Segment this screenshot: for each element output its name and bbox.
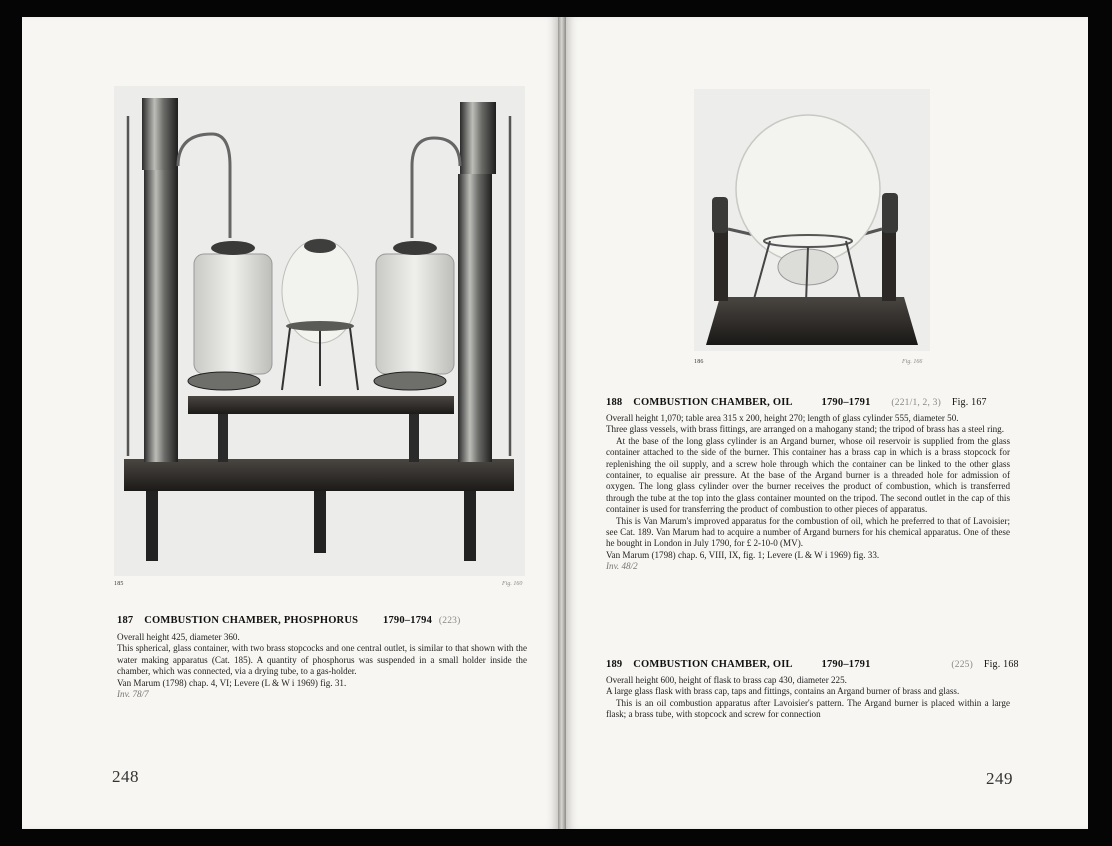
inventory-number: Inv. 48/2 — [606, 561, 638, 572]
entry-number: 189 — [606, 659, 623, 670]
entry-title: COMBUSTION CHAMBER, OIL — [633, 659, 793, 670]
text-line: This is Van Marum's improved apparatus for the combustion of oil, which he preferred to that of Lavoisier; see Cat. 189. Van Marum had to acquire a number of Argand burners for his chemical apparatus. One of these he bought in London in July 1790, for £ 2-10-0 (MV). — [606, 515, 1010, 549]
entry-fig-reference: Fig. 167 — [951, 397, 987, 408]
figure-number: 186 — [694, 359, 704, 365]
entry-heading-188 — [606, 397, 987, 408]
entry-dates: 1790–1791 — [821, 659, 871, 670]
entry-dates: 1790–1791 — [821, 397, 871, 408]
figure-label: Fig. 160 — [502, 581, 523, 587]
entry-heading-187 — [117, 615, 460, 626]
figure-number: 185 — [114, 581, 124, 587]
book-gutter — [558, 17, 566, 829]
apparatus-illustration-185 — [114, 86, 525, 576]
text-line: This is an oil combustion apparatus after Lavoisier's pattern. The Argand burner is placed within a large flask; a brass tube, with stopcock and screw for connection — [606, 697, 1010, 720]
page-number: 249 — [986, 769, 1013, 788]
apparatus-illustration-186 — [694, 89, 930, 351]
entry-inventory: (225) — [951, 660, 973, 670]
text-line: Van Marum (1798) chap. 4, VI; Levere (L & W i 1969) fig. 31. — [117, 677, 347, 688]
entry-title: COMBUSTION CHAMBER, OIL — [633, 397, 793, 408]
figure-label: Fig. 166 — [902, 359, 923, 365]
entry-number: 187 — [117, 615, 134, 626]
entry-inventory: (223) — [438, 616, 461, 626]
entry-title: COMBUSTION CHAMBER, PHOSPHORUS — [144, 615, 359, 626]
right-page — [566, 17, 1088, 829]
page-number: 248 — [112, 767, 139, 786]
entry-fig-reference: Fig. 168 — [983, 659, 1019, 670]
entry-inventory: (221/1, 2, 3) — [891, 398, 941, 408]
entry-body-188 — [606, 413, 1010, 573]
entry-number: 188 — [606, 397, 623, 408]
text-line: Overall height 600, height of flask to brass cap 430, diameter 225. — [606, 675, 847, 685]
text-line: Overall height 1,070; table area 315 x 200, height 270; length of glass cylinder 555, diameter 50. — [606, 413, 959, 423]
text-line: At the base of the long glass cylinder is an Argand burner, whose oil reservoir is supplied from the glass container attached to the side of the burner. This container has a brass cap in which is a brass stopcock for replenishing the oil supply, and a screw hole through which the container can be linked to the other glass container, to equalise air pressure. At the base of the Argand burner is a threaded hole for admission of oxygen. The long glass cylinder over the burner receives the product of combustion, which is transferred through the tube at the top into the glass container mounted on the tripod. The second outlet in the cap of this container is used for transferring the product of combustion to other pieces of apparatus. — [606, 435, 1010, 515]
inventory-number: Inv. 78/7 — [117, 689, 149, 700]
photo-phosphorus-apparatus — [114, 86, 525, 576]
text-line: A large glass flask with brass cap, taps and fittings, contains an Argand burner of brass and glass. — [606, 686, 960, 697]
text-line: Overall height 425, diameter 360. — [117, 632, 240, 642]
text-line: Van Marum (1798) chap. 6, VIII, IX, fig. 1; Levere (L & W i 1969) fig. 33. — [606, 549, 880, 560]
entry-body-187 — [117, 632, 527, 700]
entry-body-189 — [606, 675, 1010, 721]
left-page — [22, 17, 558, 829]
photo-oil-apparatus — [694, 89, 930, 351]
text-line: Three glass vessels, with brass fittings, are arranged on a mahogany stand; the tripod of brass has a steel ring. — [606, 424, 1004, 435]
text-line: This spherical, glass container, with two brass stopcocks and one central outlet, is similar to that shown with the water making apparatus (Cat. 185). A quantity of phosphorus was suspended in a small holder inside the chamber, which was connected, via a drying tube, to a gas-holder. — [117, 643, 527, 677]
entry-dates: 1790–1794 — [383, 615, 433, 626]
entry-heading-189 — [606, 659, 1019, 670]
